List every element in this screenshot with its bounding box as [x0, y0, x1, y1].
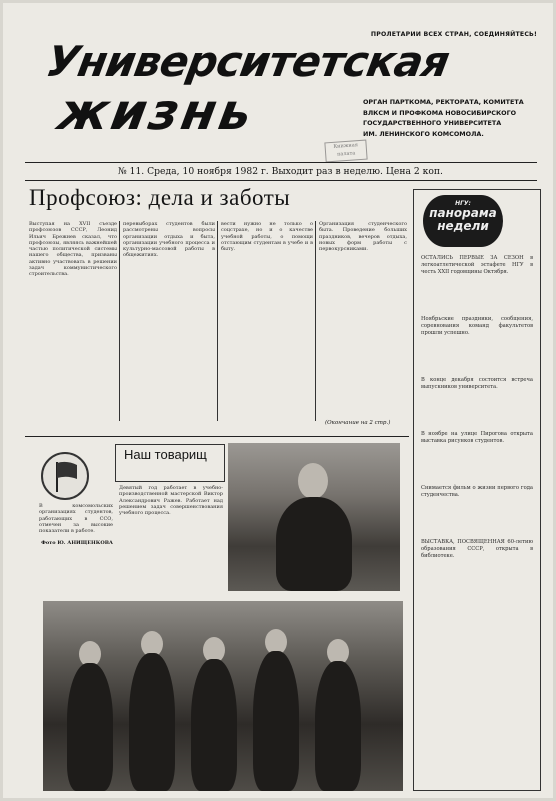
section-rule: [25, 436, 409, 437]
article-column-1: [29, 221, 117, 421]
publisher-block: [363, 97, 543, 139]
panorama-item: Ноябрьские праздники, сообщения, соревнования команд факультетов прошли успешно.: [421, 316, 533, 336]
feature-title-box: [115, 444, 225, 482]
organ-line: ГОСУДАРСТВЕННОГО УНИВЕРСИТЕТА: [363, 119, 502, 127]
organ-line: ВЛКСМ И ПРОФКОМА НОВОСИБИРСКОГО: [363, 108, 517, 117]
column-divider: [315, 221, 316, 421]
panorama-logo: [423, 195, 503, 247]
bottom-rule: [25, 180, 537, 181]
article-text: Выступая на XVII съезде профсоюзов СССР, Леонид Ильич Брежнев сказал, что профсоюзы, являясь важнейшей частью политической системы нашего общества, призваны активно участвовать в решении задач коммунистического строительства.: [29, 221, 117, 278]
masthead-title-line2: жизнь: [53, 83, 260, 141]
panorama-top: НГУ:: [455, 200, 471, 207]
issue-line: № 11. Среда, 10 ноября 1982 г. Выходит раз в неделю. Цена 2 коп.: [118, 166, 443, 177]
photo-credit: Фото Ю. АНИЩЕНКОВА: [41, 540, 113, 547]
panorama-column: [421, 255, 533, 785]
panorama-word: панорама: [429, 206, 497, 220]
column-divider: [119, 221, 120, 421]
organ-line: ОРГАН ПАРТКОМА, РЕКТОРАТА, КОМИТЕТА: [363, 98, 524, 106]
article-column-2: [123, 221, 215, 421]
article-column-4: [319, 221, 407, 411]
panorama-item: ВЫСТАВКА, ПОСВЯЩЕННАЯ 60-летию образования СССР, открыта в библиотеке.: [421, 539, 533, 559]
article-column-3: [221, 221, 313, 421]
feature-body-column: [119, 485, 223, 593]
column-divider: [217, 221, 218, 421]
organ-line: ИМ. ЛЕНИНСКОГО КОМСОМОЛА.: [363, 129, 484, 138]
top-rule: [25, 162, 537, 163]
panorama-item: Снимается фильм о жизни первого года студенчества.: [421, 485, 533, 498]
masthead-title-line1: Университетская: [42, 37, 453, 86]
feature-caption: В комсомольских организациях студентов, работающих в ССО, отмечен за высокие показатели в работе.: [39, 503, 113, 535]
panorama-item: В ноябре на улице Пирогова открыта выставка рисунков студентов.: [421, 431, 533, 444]
motto: ПРОЛЕТАРИИ ВСЕХ СТРАН, СОЕДИНЯЙТЕСЬ!: [370, 31, 537, 38]
panorama-item: В конце декабря состоится встреча выпускников университета.: [421, 377, 533, 390]
article-text: вести нужно не только о соцстрахе, но и о качестве учебной работы, о помощи отстающим студентам в учебе и в быту.: [221, 221, 313, 253]
flag-emblem-icon: [41, 452, 89, 500]
continuation-note: (Окончание на 2 стр.): [325, 420, 391, 426]
panorama-item: ОСТАЛИСЬ ПЕРВЫЕ ЗА СЕЗОН в легкоатлетической эстафете НГУ в честь ХХII годовщины Октября.: [421, 255, 533, 275]
feature-body: Девятый год работает в учебно-производственной мастерской Виктор Александрович Ражев. Работает над решением задач совершенствования учебного процесса.: [119, 485, 223, 517]
newspaper-page: [3, 3, 553, 798]
article-text: Организация студенческого быта. Проведение больших праздников, вечеров отдыха, новых форм работы с первокурсниками.: [319, 221, 407, 253]
library-stamp: Книжная палата: [324, 140, 367, 163]
feature-title: Наш товарищ: [124, 447, 207, 462]
panorama-word2: недели: [437, 219, 489, 233]
main-headline: Профсоюз: дела и заботы: [29, 185, 291, 210]
group-photo: [43, 601, 403, 791]
feature-caption-column: [39, 503, 113, 595]
article-text: перевыборах студентов были рассмотрены вопросы организации отдыха и быта, организации учебного процесса и культурно-массовой работы в общежитиях.: [123, 221, 215, 259]
portrait-photo: [228, 443, 400, 591]
